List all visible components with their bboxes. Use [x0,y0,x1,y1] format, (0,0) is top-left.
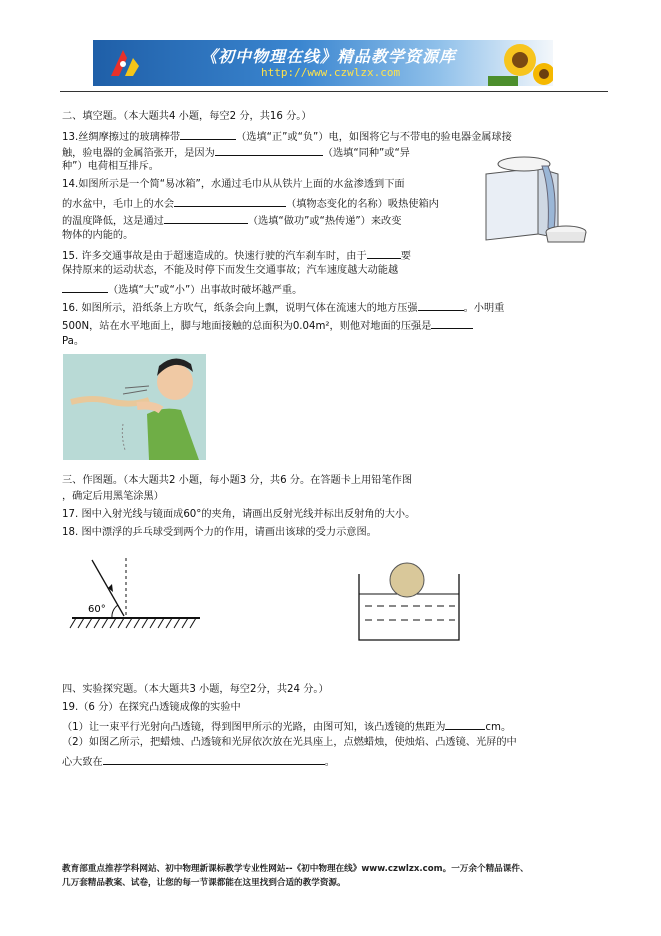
q19-2-text-c: 。 [324,757,335,768]
boy-blowing-paper-figure [63,354,206,460]
q17-text: 17. 图中入射光线与镜面成60°的夹角，请画出反射光线并标出反射角的大小。 [62,509,416,520]
q13-line1 [62,128,512,145]
answer-blank[interactable] [431,317,473,329]
q15-line1 [62,247,411,264]
q13-line2 [62,144,410,161]
answer-blank[interactable] [418,299,464,311]
footer-line2: 几万套精品教案、试卷，让您的每一节课都能在这里找到合适的教学资源。 [62,878,346,888]
q16-text-c: 500N，站在水平地面上，脚与地面接触的总面积为0.04m²，则他对地面的压强是 [62,321,432,332]
section2-heading: 二、填空题。（本大题共4 小题，每空2 分，共16 分。） [62,111,312,122]
q14-text-d: 的温度降低，这是通过 [62,216,164,227]
q16-line2 [62,317,473,334]
simple-fridge-figure [478,150,590,250]
angle-label: 60° [88,604,106,615]
q15-text-b: 要 [400,251,411,262]
q15-line3 [62,281,302,298]
answer-blank[interactable] [164,212,248,224]
q16-text-b: 。小明重 [463,303,505,314]
answer-blank[interactable] [174,195,286,207]
answer-blank[interactable] [215,144,323,156]
q13-text-d: （选填“同种”或“异 [322,148,410,159]
answer-blank[interactable] [103,753,325,765]
answer-blank[interactable] [445,718,485,730]
header-rule [60,91,608,92]
q15-text-a: 15. 许多交通事故是由于超速造成的。快速行驶的汽车刹车时，由于 [62,251,367,262]
q19-1-line [62,718,511,735]
sunflower-icon [488,40,553,86]
q13-line3: 种”）电荷相互排斥。 [62,161,159,172]
q19-1-text-b: cm。 [485,722,512,733]
footer-line1: 教育部重点推荐学科网站、初中物理新课标教学专业性网站--《初中物理在线》www.czwlzx.com。一万余个精品课件、 [62,864,529,874]
q15-text-d: （选填“大”或“小”）出事故时破坏越严重。 [108,285,303,296]
answer-blank[interactable] [62,281,108,293]
q13-text-a: 13.丝绸摩擦过的玻璃棒带 [62,132,181,143]
q16-line3: Pa。 [62,336,85,347]
q19-text: 19.（6 分）在探究凸透镜成像的实验中 [62,702,241,713]
q19-2-text-b: 心大致在 [62,757,103,768]
q14-text-b: 的水盆中，毛巾上的水会 [62,199,175,210]
q15-line2: 保持原来的运动状态，不能及时停下而发生交通事故；汽车速度越大动能越 [62,265,399,276]
section3-heading-2: ，确定后用黑笔涂黑） [62,491,164,502]
site-logo-icon [103,44,143,82]
section3-heading: 三、作图题。（本大题共2 小题，每小题3 分，共6 分。在答题卡上用铅笔作图 [62,475,413,486]
q19-2-line1: （2）如图乙所示，把蜡烛、凸透镜和光屏依次放在光具座上，点燃蜡烛，使烛焰、凸透镜、光屏的中 [62,737,517,748]
q16-text-a: 16. 如图所示，沿纸条上方吹气，纸条会向上飘，说明气体在流速大的地方压强 [62,303,418,314]
q14-line2 [62,195,439,212]
answer-blank[interactable] [180,128,236,140]
q19-1-text-a: （1）让一束平行光射向凸透镜，得到图甲所示的光路，由图可知，该凸透镜的焦距为 [62,722,446,733]
q16-line1 [62,299,504,316]
header-title: 《初中物理在线》精品教学资源库 [201,47,457,66]
q13-text-b: （选填“正”或“负”）电，如图将它与不带电的验电器金属球接 [236,132,512,143]
section4-heading: 四、实验探究题。（本大题共3 小题，每空2分，共24 分。） [62,684,329,695]
header-banner [93,40,553,86]
mirror-reflection-figure [68,556,204,636]
header-url: http://www.czwlzx.com [261,66,401,79]
q14-line3 [62,212,401,229]
q13-text-c: 触，验电器的金属箔张开，是因为 [62,148,215,159]
floating-ball-figure [355,560,465,646]
q14-line1: 14.如图所示是一个简“易冰箱”，水通过毛巾从从铁片上面的水盆渗透到下面 [62,179,405,190]
q14-line4: 物体的内能的。 [62,230,134,241]
q19-2-line2 [62,753,335,770]
q14-text-e: （选填“做功”或“热传递”）来改变 [247,216,402,227]
q14-text-c: （填物态变化的名称）吸热使箱内 [286,199,439,210]
answer-blank[interactable] [367,247,401,259]
q18-text: 18. 图中漂浮的乒乓球受到两个力的作用，请画出该球的受力示意图。 [62,527,377,538]
